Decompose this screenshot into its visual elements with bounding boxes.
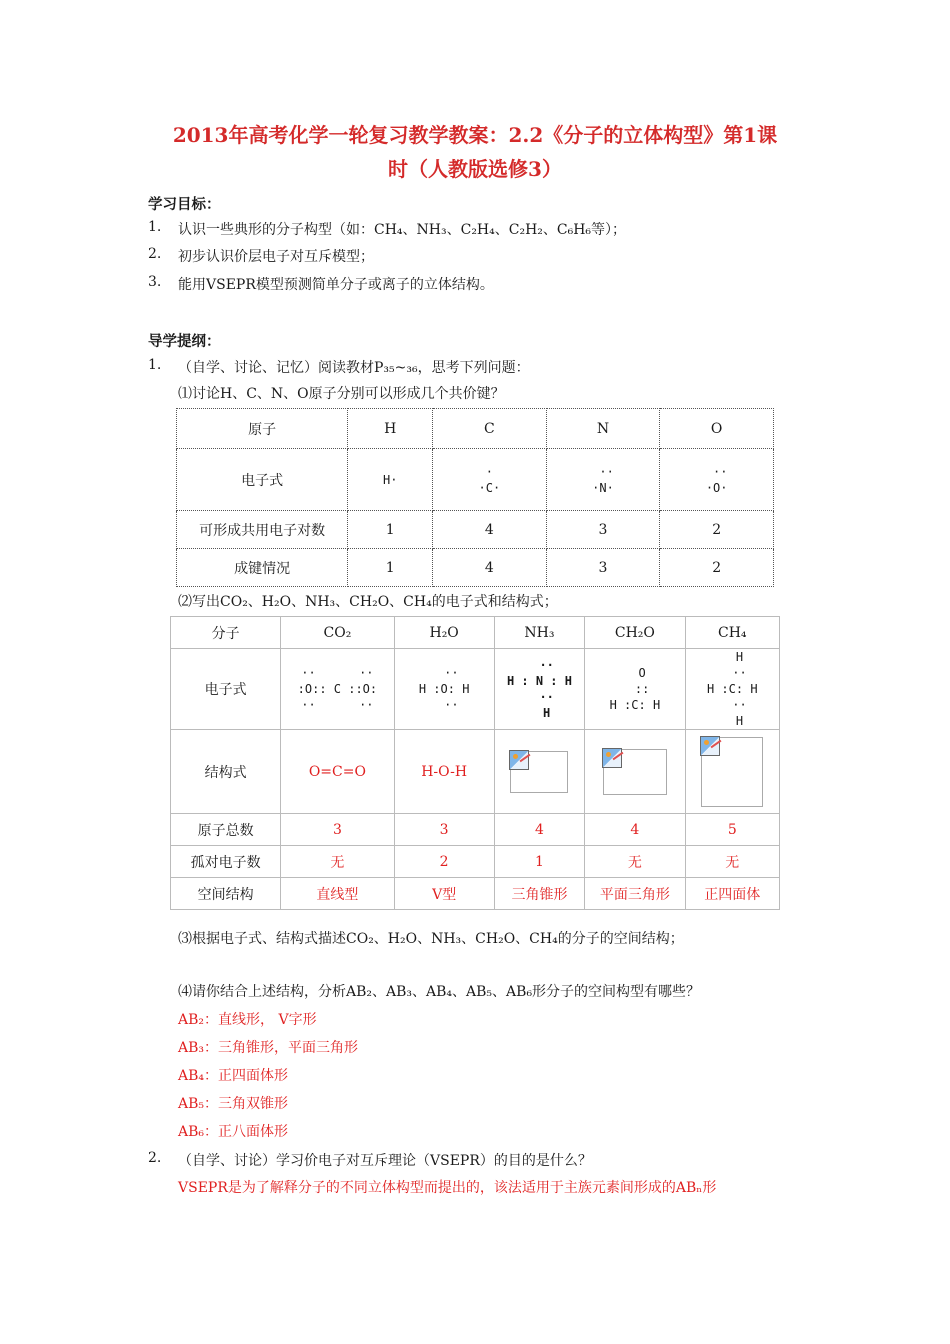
- electron-dot-c: · ·C·: [433, 449, 547, 511]
- table-cell: 平面三角形: [585, 878, 685, 910]
- doc-title-cont: 时（人教版选修3）: [388, 157, 562, 181]
- electron-dot-ch2o: O :: H :C: H: [585, 649, 685, 730]
- table-cell: 成键情况: [177, 549, 348, 587]
- electron-dot-n: ·· ·N·: [546, 449, 660, 511]
- objective-text: 能用VSEPR模型预测简单分子或离子的立体结构。: [178, 277, 494, 293]
- objective-text: 认识一些典形的分子构型（如：CH₄、NH₃、C₂H₄、C₂H₂、C₆H₆等）；: [178, 222, 627, 238]
- table-cell: 电子式: [177, 449, 348, 511]
- atom-table: [176, 408, 774, 587]
- q2-number: 2.: [148, 1150, 162, 1166]
- electron-dot-ch4: H ·· H :C: H ·· H: [685, 649, 779, 730]
- table-cell: 3: [546, 549, 660, 587]
- table-cell: 4: [433, 549, 547, 587]
- q2-answer: VSEPR是为了解释分子的不同立体构型而提出的，该法适用于主族元素间形成的ABₙ形: [178, 1180, 717, 1196]
- objective-item: 1.: [148, 219, 162, 235]
- table-cell: 正四面体: [685, 878, 779, 910]
- table-cell: 直线型: [281, 878, 394, 910]
- answer-line: AB₃：三角锥形，平面三角形: [178, 1040, 359, 1056]
- electron-dot-co2: ·· ·· :O:: C ::O: ·· ··: [281, 649, 394, 730]
- structural-formula-co2: O=C=O: [281, 730, 394, 814]
- table-header: 分子: [171, 617, 281, 649]
- table-header: 原子: [177, 409, 348, 449]
- table-cell: 4: [433, 511, 547, 549]
- table-header: C: [433, 409, 547, 449]
- doc-title: 2013年高考化学一轮复习教学教案：2.2《分子的立体构型》第1课: [172, 123, 778, 147]
- table-cell: 三角锥形: [494, 878, 585, 910]
- table-cell: 2: [394, 846, 494, 878]
- q1a-text: ⑴讨论H、C、N、O原子分别可以形成几个共价键？: [178, 386, 505, 402]
- objective-text: 初步认识价层电子对互斥模型；: [178, 249, 374, 265]
- table-cell: 5: [685, 814, 779, 846]
- electron-dot-nh3: ·· H : N : H ·· H: [494, 649, 585, 730]
- table-header: CH₄: [685, 617, 779, 649]
- table-cell: 3: [546, 511, 660, 549]
- image-placeholder: [685, 730, 779, 814]
- q1c-text: ⑶根据电子式、结构式描述CO₂、H₂O、NH₃、CH₂O、CH₄的分子的空间结构；: [178, 931, 684, 947]
- table-cell: 1: [348, 549, 433, 587]
- structural-formula-h2o: H-O-H: [394, 730, 494, 814]
- table-cell: V型: [394, 878, 494, 910]
- table-cell: 无: [281, 846, 394, 878]
- table-cell: 1: [494, 846, 585, 878]
- table-header: CH₂O: [585, 617, 685, 649]
- q2-text: （自学、讨论）学习价电子对互斥理论（VSEPR）的目的是什么？: [178, 1153, 592, 1169]
- q1-number: 1.: [148, 357, 162, 373]
- objective-item: 2.: [148, 246, 162, 262]
- answer-line: AB₂：直线形， V字形: [178, 1012, 317, 1028]
- electron-dot-h2o: ·· H :O: H ··: [394, 649, 494, 730]
- table-cell: 3: [394, 814, 494, 846]
- answer-line: AB₅：三角双锥形: [178, 1096, 289, 1112]
- answer-line: AB₆：正八面体形: [178, 1124, 289, 1140]
- answer-line: AB₄：正四面体形: [178, 1068, 289, 1084]
- table-header: N: [546, 409, 660, 449]
- table-cell: 2: [660, 511, 774, 549]
- broken-image-icon: [701, 737, 763, 807]
- q1d-text: ⑷请你结合上述结构，分析AB₂、AB₃、AB₄、AB₅、AB₆形分子的空间构型有哪些？: [178, 984, 701, 1000]
- broken-image-icon: [603, 749, 667, 795]
- table-cell: 1: [348, 511, 433, 549]
- objective-item: 3.: [148, 274, 162, 290]
- table-cell: 空间结构: [171, 878, 281, 910]
- table-cell: 原子总数: [171, 814, 281, 846]
- table-cell: 无: [585, 846, 685, 878]
- table-header: H: [348, 409, 433, 449]
- table-cell: 电子式: [171, 649, 281, 730]
- electron-dot-h: H·: [348, 449, 433, 511]
- image-placeholder: [494, 730, 585, 814]
- table-cell: 3: [281, 814, 394, 846]
- q1-text: （自学、讨论、记忆）阅读教材P₃₅~₃₆，思考下列问题：: [178, 360, 530, 376]
- table-cell: 结构式: [171, 730, 281, 814]
- electron-dot-o: ·· ·O·: [660, 449, 774, 511]
- table-cell: 孤对电子数: [171, 846, 281, 878]
- table-header: H₂O: [394, 617, 494, 649]
- table-header: CO₂: [281, 617, 394, 649]
- objectives-heading: 学习目标：: [148, 196, 221, 213]
- molecule-table: [170, 616, 780, 910]
- image-placeholder: [585, 730, 685, 814]
- table-header: O: [660, 409, 774, 449]
- broken-image-icon: [510, 751, 568, 793]
- table-header: NH₃: [494, 617, 585, 649]
- outline-heading: 导学提纲：: [148, 333, 221, 350]
- table-cell: 4: [585, 814, 685, 846]
- q1b-text: ⑵写出CO₂、H₂O、NH₃、CH₂O、CH₄的电子式和结构式；: [178, 594, 558, 610]
- table-cell: 可形成共用电子对数: [177, 511, 348, 549]
- table-cell: 4: [494, 814, 585, 846]
- table-cell: 2: [660, 549, 774, 587]
- table-cell: 无: [685, 846, 779, 878]
